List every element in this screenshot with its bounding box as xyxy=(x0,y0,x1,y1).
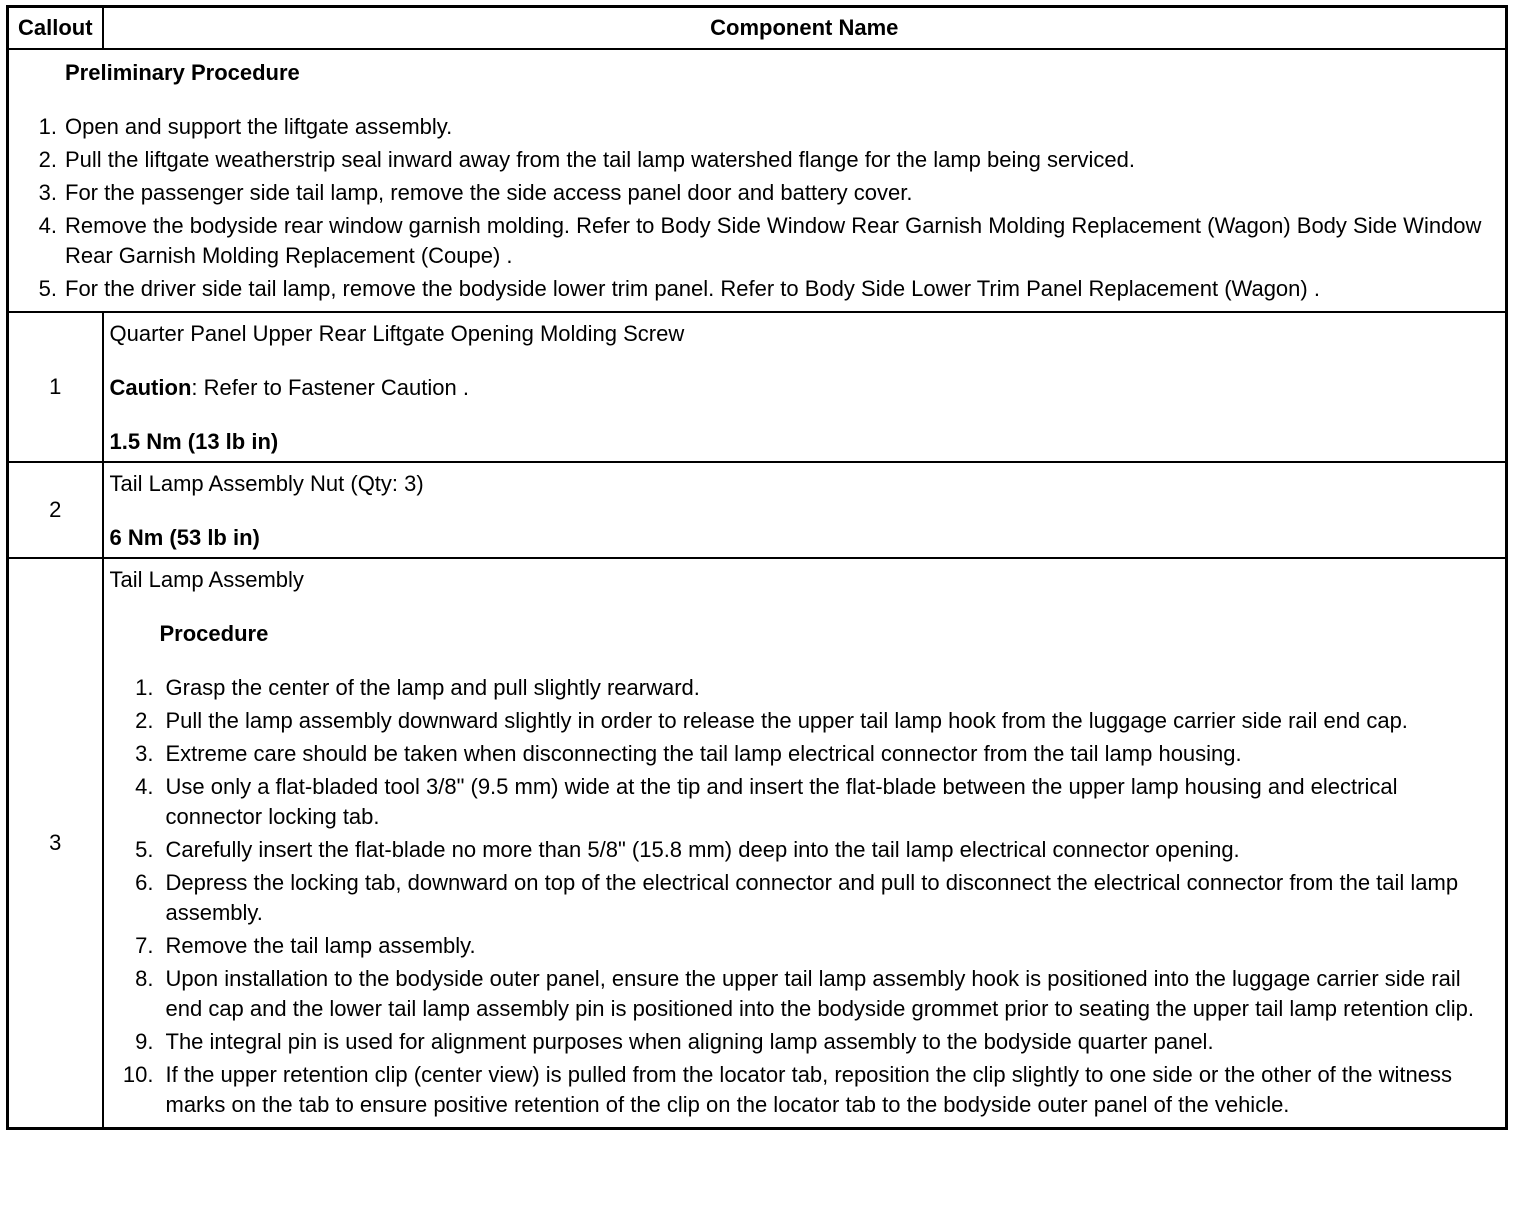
preliminary-step-list xyxy=(21,112,1493,304)
step-number: 1. xyxy=(135,675,154,700)
list-item xyxy=(116,931,1500,961)
step-number: 10. xyxy=(122,1062,154,1087)
caution-label: Caution xyxy=(109,375,192,400)
step-text: Remove the bodyside rear window garnish molding. Refer to Body Side Window Rear Garnish Molding Replacement (Wagon) Body Side Window Rear Garnish Molding Replacement (Coupe) . xyxy=(65,213,1482,268)
step-number: 4. xyxy=(38,213,57,238)
step-text: If the upper retention clip (center view) is pulled from the locator tab, reposition the clip slightly to one side or the other of the witness marks on the tab to ensure positive retention of the clip on the locator tab to the bodyside outer panel of the vehicle. xyxy=(165,1062,1452,1117)
step-text: For the driver side tail lamp, remove the bodyside lower trim panel. Refer to Body Side Lower Trim Panel Replacement (Wagon) . xyxy=(65,276,1320,301)
step-number: 6. xyxy=(135,870,154,895)
step-text: Use only a flat-bladed tool 3/8" (9.5 mm) wide at the tip and insert the flat-blade between the upper lamp housing and electrical connector locking tab. xyxy=(165,774,1398,829)
component-table-wrapper xyxy=(6,5,1508,1130)
list-item xyxy=(116,835,1500,865)
procedure-title: Procedure xyxy=(159,621,269,646)
step-number: 3. xyxy=(135,741,154,766)
list-item xyxy=(21,178,1493,208)
preliminary-procedure-cell xyxy=(8,49,1507,312)
caution-text: : Refer to Fastener Caution . xyxy=(191,375,469,400)
step-text: The integral pin is used for alignment purposes when aligning lamp assembly to the bodyside quarter panel. xyxy=(165,1029,1214,1054)
step-number: 9. xyxy=(135,1029,154,1054)
callout-number: 1 xyxy=(8,312,103,462)
step-number: 2. xyxy=(135,708,154,733)
list-item xyxy=(116,739,1500,769)
torque-spec: 6 Nm (53 lb in) xyxy=(109,525,260,550)
list-item xyxy=(116,772,1500,832)
step-text: Depress the locking tab, downward on top of the electrical connector and pull to disconnect the electrical connector from the tail lamp assembly. xyxy=(165,870,1459,925)
procedure-block xyxy=(110,619,1500,1120)
table-header-row xyxy=(8,7,1507,50)
step-text: Extreme care should be taken when disconnecting the tail lamp electrical connector from the tail lamp housing. xyxy=(165,741,1242,766)
preliminary-procedure-row xyxy=(8,49,1507,312)
list-item xyxy=(21,145,1493,175)
component-name-column-header: Component Name xyxy=(103,7,1507,50)
table-row xyxy=(8,462,1507,558)
step-text: Pull the lamp assembly downward slightly in order to release the upper tail lamp hook from the luggage carrier side rail end cap. xyxy=(165,708,1408,733)
torque-spec: 1.5 Nm (13 lb in) xyxy=(109,429,279,454)
callout-column-header: Callout xyxy=(8,7,103,50)
table-row xyxy=(8,558,1507,1129)
step-text: Grasp the center of the lamp and pull slightly rearward. xyxy=(165,675,700,700)
step-text: Remove the tail lamp assembly. xyxy=(165,933,476,958)
step-number: 3. xyxy=(38,180,57,205)
step-text: Upon installation to the bodyside outer panel, ensure the upper tail lamp assembly hook is positioned into the luggage carrier side rail end cap and the lower tail lamp assembly pin is positioned into the bodyside grommet prior to seating the upper tail lamp retention clip. xyxy=(165,966,1475,1021)
list-item xyxy=(116,673,1500,703)
procedure-step-list xyxy=(116,673,1500,1120)
step-number: 7. xyxy=(135,933,154,958)
component-cell xyxy=(103,312,1507,462)
component-cell xyxy=(103,462,1507,558)
component-table xyxy=(6,5,1508,1130)
callout-number: 2 xyxy=(8,462,103,558)
step-number: 5. xyxy=(135,837,154,862)
list-item xyxy=(116,964,1500,1024)
component-cell xyxy=(103,558,1507,1129)
step-text: For the passenger side tail lamp, remove the side access panel door and battery cover. xyxy=(65,180,913,205)
step-number: 5. xyxy=(38,276,57,301)
step-text: Open and support the liftgate assembly. xyxy=(65,114,453,139)
component-name: Tail Lamp Assembly xyxy=(109,567,304,592)
step-number: 2. xyxy=(38,147,57,172)
step-number: 1. xyxy=(38,114,57,139)
component-name: Quarter Panel Upper Rear Liftgate Opening Molding Screw xyxy=(109,321,685,346)
caution-note xyxy=(110,373,1500,403)
list-item xyxy=(116,706,1500,736)
step-number: 4. xyxy=(135,774,154,799)
list-item xyxy=(21,112,1493,142)
list-item xyxy=(21,274,1493,304)
table-row xyxy=(8,312,1507,462)
component-name: Tail Lamp Assembly Nut (Qty: 3) xyxy=(109,471,424,496)
step-text: Carefully insert the flat-blade no more than 5/8" (15.8 mm) deep into the tail lamp electrical connector opening. xyxy=(165,837,1240,862)
callout-number: 3 xyxy=(8,558,103,1129)
step-number: 8. xyxy=(135,966,154,991)
preliminary-procedure-title: Preliminary Procedure xyxy=(65,60,300,85)
list-item xyxy=(116,1027,1500,1057)
list-item xyxy=(116,1060,1500,1120)
step-text: Pull the liftgate weatherstrip seal inward away from the tail lamp watershed flange for the lamp being serviced. xyxy=(65,147,1135,172)
list-item xyxy=(21,211,1493,271)
list-item xyxy=(116,868,1500,928)
